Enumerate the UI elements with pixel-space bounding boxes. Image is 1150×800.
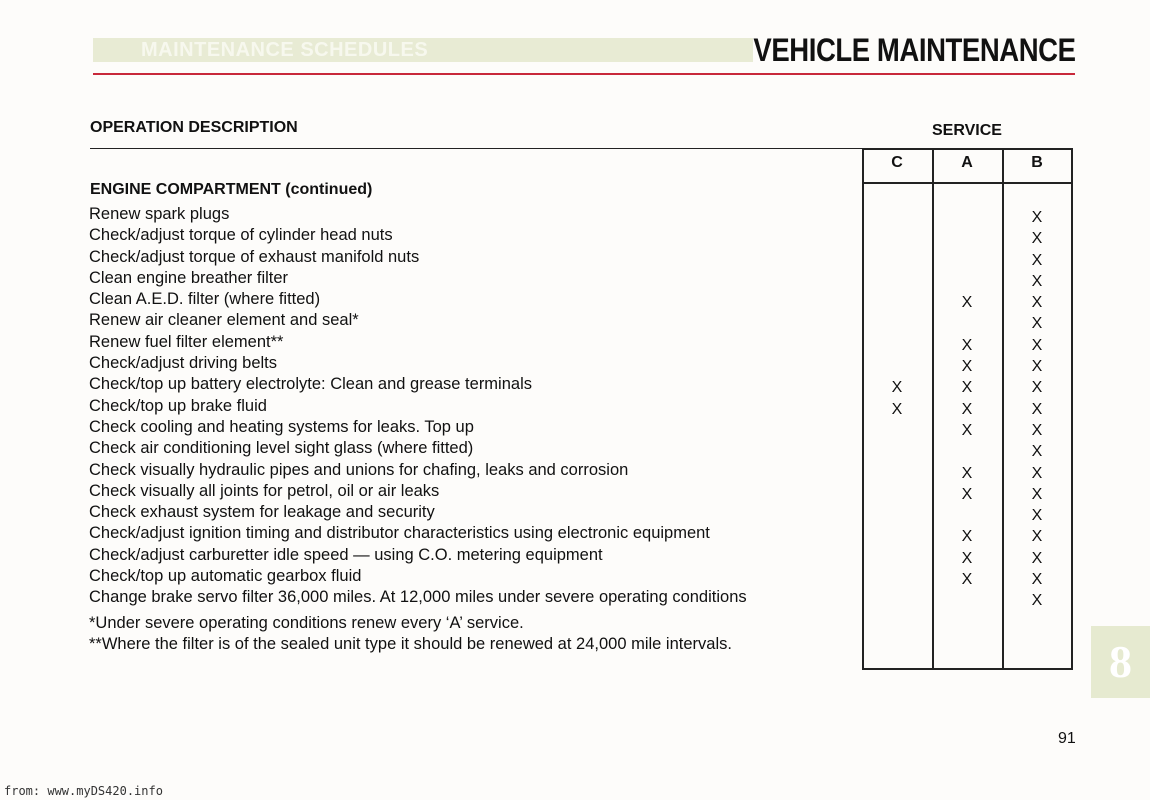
service-mark-a: X [961,528,973,546]
operation-heading: OPERATION DESCRIPTION [90,119,298,136]
section-label-band [93,38,753,62]
table-row [0,247,1150,268]
column-header-a: A [961,154,973,171]
service-mark-b: X [1031,571,1043,589]
service-mark-b: X [1031,549,1043,567]
table-row [0,225,1150,246]
table-row [0,523,1150,544]
table-row [0,587,1150,608]
section-label: MAINTENANCE SCHEDULES [141,39,429,61]
service-mark-a: X [961,400,973,418]
operation-description: Check/top up brake fluid [89,396,267,415]
header-rule [93,73,1075,75]
table-row [0,374,1150,395]
footnote: *Under severe operating conditions renew every ‘A’ service. [89,614,524,632]
footnote: **Where the filter is of the sealed unit type it should be renewed at 24,000 mile intervals. [89,635,732,653]
chapter-tab: 8 [1091,626,1150,698]
service-mark-b: X [1031,592,1043,610]
service-mark-b: X [1031,379,1043,397]
table-row [0,310,1150,331]
description-rule [90,148,862,149]
service-mark-b: X [1031,315,1043,333]
service-mark-a: X [961,485,973,503]
service-mark-b: X [1031,209,1043,226]
service-mark-b: X [1031,230,1043,248]
service-mark-a: X [961,336,973,354]
table-row [0,268,1150,289]
grid-header-line [864,182,1071,184]
table-row [0,566,1150,587]
footnotes [89,613,732,655]
operation-description: Check visually all joints for petrol, oil or air leaks [89,481,440,500]
service-mark-a: X [961,379,973,397]
table-row [0,460,1150,481]
service-mark-a: X [961,549,973,567]
operation-description: Check exhaust system for leakage and security [89,503,435,522]
service-mark-b: X [1031,507,1043,525]
service-mark-b: X [1031,272,1043,290]
operation-description: Renew fuel filter element** [89,332,284,351]
operation-description: Check cooling and heating systems for leaks. Top up [89,417,474,436]
service-mark-a: X [961,421,973,439]
service-mark-c: X [891,400,903,418]
operation-description: Change brake servo filter 36,000 miles. At 12,000 miles under severe operating conditions [89,588,747,607]
operation-description: Check/adjust carburetter idle speed — using C.O. metering equipment [89,545,603,564]
service-mark-b: X [1031,528,1043,546]
service-mark-b: X [1031,421,1043,439]
table-row [0,332,1150,353]
service-mark-b: X [1031,336,1043,354]
operation-description: Clean A.E.D. filter (where fitted) [89,290,321,309]
source-watermark: from: www.myDS420.info [4,784,163,798]
service-mark-b: X [1031,294,1043,312]
service-mark-b: X [1031,251,1043,269]
service-mark-a: X [961,294,973,312]
operation-description: Check visually hydraulic pipes and unions for chafing, leaks and corrosion [89,460,629,479]
service-mark-a: X [961,464,973,482]
operation-description: Check/adjust ignition timing and distributor characteristics using electronic equipment [89,524,710,543]
table-row [0,353,1150,374]
operation-description: Renew air cleaner element and seal* [89,311,359,330]
service-mark-c: X [891,379,903,397]
service-mark-b: X [1031,358,1043,376]
operation-description: Renew spark plugs [89,205,230,223]
service-mark-a: X [961,571,973,589]
service-heading: SERVICE [932,122,1002,139]
service-mark-b: X [1031,464,1043,482]
operation-description: Check/adjust driving belts [89,354,278,373]
page-number: 91 [1058,730,1076,747]
operation-description: Check/adjust torque of cylinder head nuts [89,226,393,245]
operation-rows [0,204,1150,609]
service-mark-b: X [1031,485,1043,503]
operation-description: Check air conditioning level sight glass (where fitted) [89,439,474,458]
table-row [0,289,1150,310]
service-mark-b: X [1031,400,1043,418]
section-title: ENGINE COMPARTMENT (continued) [90,181,373,198]
table-row [0,481,1150,502]
table-row [0,502,1150,523]
operation-description: Check/top up automatic gearbox fluid [89,567,362,586]
column-header-c: C [891,154,903,171]
table-row [0,396,1150,417]
service-mark-b: X [1031,443,1043,461]
table-row [0,545,1150,566]
table-row [0,417,1150,438]
table-row [0,438,1150,459]
table-row [0,204,1150,225]
service-mark-a: X [961,358,973,376]
column-header-b: B [1031,154,1043,171]
operation-description: Clean engine breather filter [89,268,289,287]
operation-description: Check/adjust torque of exhaust manifold nuts [89,247,420,266]
operation-description: Check/top up battery electrolyte: Clean and grease terminals [89,375,532,394]
page-title: VEHICLE MAINTENANCE [753,32,1076,68]
